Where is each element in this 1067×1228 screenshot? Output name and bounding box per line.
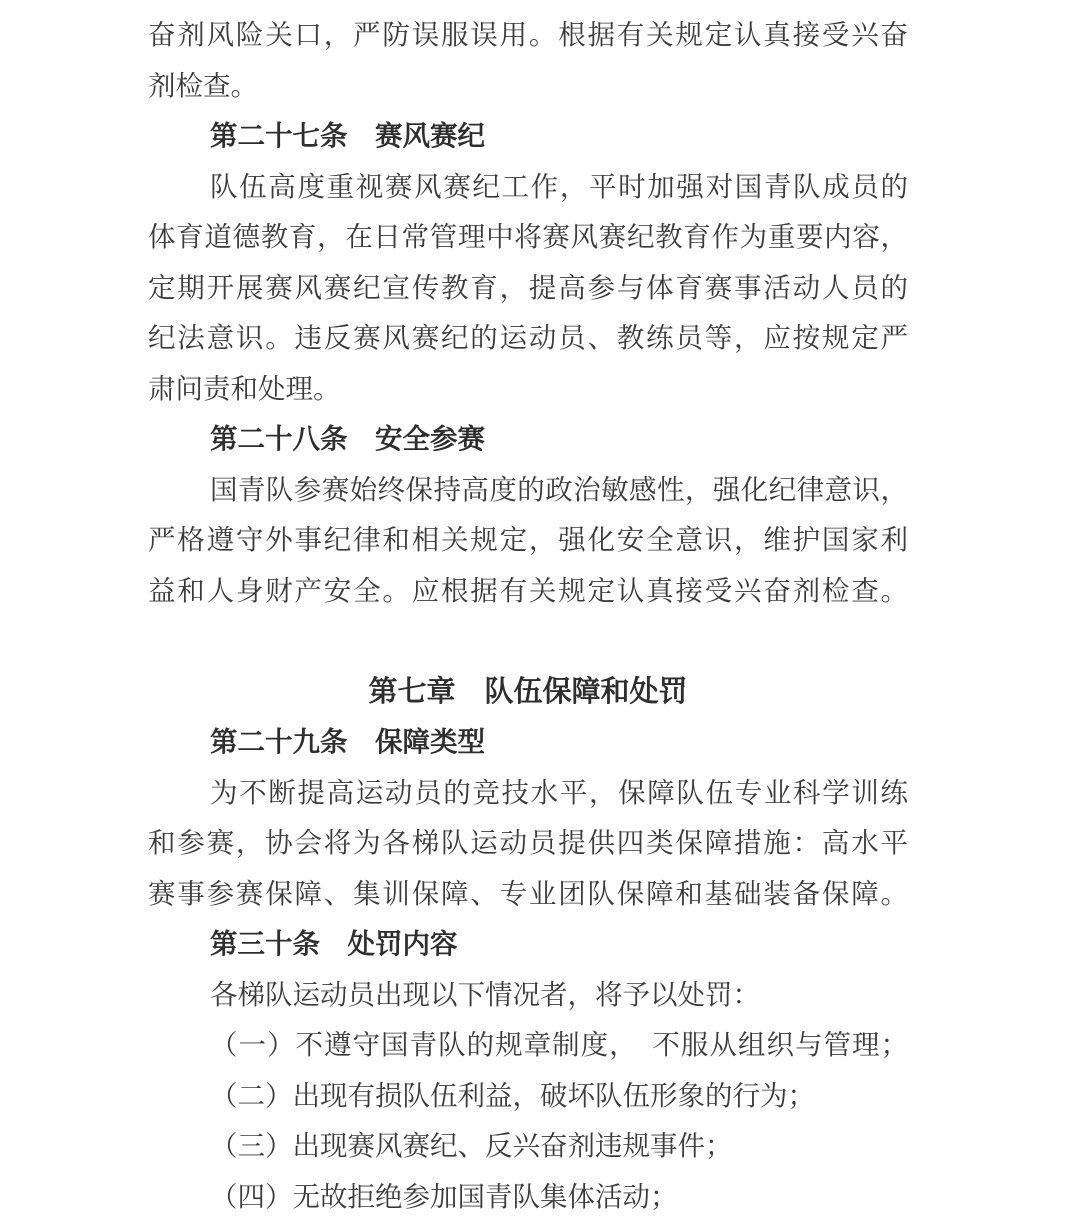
penalty-list-item-2: （二）出现有损队伍利益，破坏队伍形象的行为；	[210, 1079, 815, 1111]
article-heading-30: 第三十条 处罚内容	[210, 928, 458, 959]
text-line: 体育道德教育，在日常管理中将赛风赛纪教育作为重要内容，	[148, 221, 908, 252]
penalty-list-item-3: （三）出现赛风赛纪、反兴奋剂违规事件；	[210, 1130, 733, 1161]
text-line: 和参赛，协会将为各梯队运动员提供四类保障措施：高水平	[148, 827, 908, 858]
chapter-heading-7: 第七章 队伍保障和处罚	[368, 675, 688, 708]
article-heading-29: 第二十九条 保障类型	[210, 726, 485, 757]
text-line: 奋剂风险关口，严防误服误用。根据有关规定认真接受兴奋	[148, 19, 908, 50]
text-line: 国青队参赛始终保持高度的政治敏感性，强化纪律意识，	[210, 473, 908, 505]
text-line: 肃问责和处理。	[148, 372, 341, 404]
text-line: 纪法意识。违反赛风赛纪的运动员、教练员等，应按规定严	[148, 322, 908, 353]
text-line: 各梯队运动员出现以下情况者，将予以处罚：	[210, 978, 760, 1010]
text-line: 赛事参赛保障、集训保障、专业团队保障和基础装备保障。	[148, 877, 908, 909]
text-line: 队伍高度重视赛风赛纪工作，平时加强对国青队成员的	[210, 170, 908, 202]
text-line: 为不断提高运动员的竞技水平，保障队伍专业科学训练	[210, 776, 908, 808]
text-line: 剂检查。	[148, 69, 258, 101]
text-line: 严格遵守外事纪律和相关规定，强化安全意识，维护国家利	[148, 524, 908, 555]
document-text-block	[148, 10, 908, 1222]
text-line: 益和人身财产安全。应根据有关规定认真接受兴奋剂检查。	[148, 574, 908, 606]
section-spacer	[148, 616, 908, 667]
penalty-list-item-4: （四）无故拒绝参加国青队集体活动；	[210, 1180, 678, 1212]
text-line: 定期开展赛风赛纪宣传教育，提高参与体育赛事活动人员的	[148, 271, 908, 303]
penalty-list-item-1: （一）不遵守国青队的规章制度， 不服从组织与管理；	[210, 1029, 908, 1060]
article-heading-28: 第二十八条 安全参赛	[210, 423, 485, 454]
article-heading-27: 第二十七条 赛风赛纪	[210, 120, 485, 151]
